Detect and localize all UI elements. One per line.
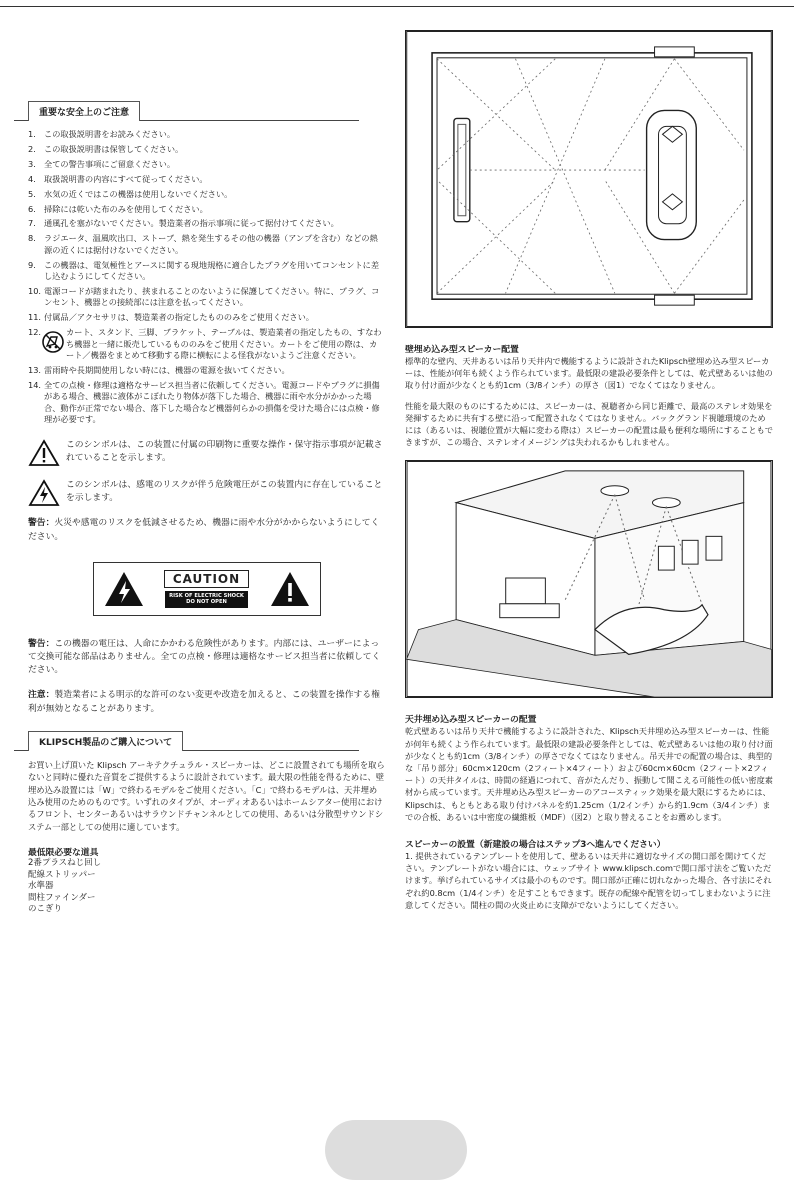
wall-text-2: 性能を最大限のものにするためには、スピーカーは、視聴者から同じ距離で、最高のステレオ効果を発揮するために共有する壁に沿って配置されなくてはなりません。バックグランド視聴環境のためには（あるいは、視聴位置が大幅に変わる際は）スピーカーの配置は最も便利な場所にすることもできますが、この場合、ステレオイメージングは失われるかもしれません。 xyxy=(405,400,773,448)
list-item: 13. 雷雨時や長期間使用しない時には、機器の電源を抜いてください。 xyxy=(28,364,290,375)
wall-text-1: 標準的な壁内、天井あるいは吊り天井内で機能するように設計されたKlipsch壁埋め込み型スピーカーは、性能が何年も続くよう作られています。最低限の建設必要条件としては、乾式壁あるいは他の取り付け面が少なくとも約1cm（3/8インチ）の厚さ（図1）でなくてはなりません。 xyxy=(405,356,773,391)
page-number-tab xyxy=(325,1120,467,1180)
ceiling-speaker-figure xyxy=(405,460,773,698)
list-item: 6. 掃除には乾いた布のみを使用してください。 xyxy=(28,203,208,214)
exclamation-symbol-text: このシンボルは、この装置に付属の印刷物に重要な操作・保守指示事項が記載されていることを示します。 xyxy=(66,440,383,464)
install-text: 1. 提供されているテンプレートを使用して、壁あるいは天井に適切なサイズの開口部を開けてください。テンプレートがない場合には、ウェッブサイト www.klipsch.comで開口部寸法をご覧いただけます。挙げられているサイズは最小のものです。開口部が正確に切れなかった場合、各寸法にそれぞれ約0.8cm（1/4インチ）を足すこともできます。既存の配線や配管を切ってしまわないように注意してください。間柱の間の火炎止めに支障がでないようにしてください。 xyxy=(405,851,772,910)
safety-list xyxy=(28,129,385,425)
list-item: 1. この取扱説明書をお読みください。 xyxy=(28,129,176,139)
list-item: 水準器 xyxy=(28,881,54,892)
exclamation-triangle-icon xyxy=(28,439,60,467)
tools-title: 最低限必要な道具 xyxy=(28,848,99,859)
list-item: 10. 電源コードが踏まれたり、挟まれることのないように保護してください。特に、プラグ、コンセント、機器との接続部には注意を払ってください。 xyxy=(28,285,380,308)
notice-modification: 注意：製造業者による明示的な許可のない変更や改造を加えると、この装置を操作する権利が無効となることがあります。 xyxy=(28,690,380,714)
lightning-symbol-row xyxy=(28,479,385,507)
list-item: 7. 通風孔を塞がないでください。製造業者の指示事項に従って据付けてください。 xyxy=(28,218,339,229)
list-item: のこぎり xyxy=(28,903,63,914)
warning-voltage: 警告：この機器の電圧は、人命にかかわる危険性があります。内部には、ユーザーによって交換可能な部品はありません。全ての点検・修理は適格なサービス担当者に依頼してください。 xyxy=(28,638,381,676)
caution-label xyxy=(93,562,321,616)
safety-title: 重要な安全上のご注意 xyxy=(28,101,140,121)
wall-speaker-figure xyxy=(405,30,773,328)
list-item: 5. 水気の近くではこの機器は使用しないでください。 xyxy=(28,188,233,199)
right-column xyxy=(405,30,773,911)
list-item: 14. 全ての点検・修理は適格なサービス担当者に依頼してください。電源コードやプラグに損傷がある場合、機器に液体がこぼれたり物体が落下した場合、機器に雨や水分がかかった場合、動作が正常でない場合、落下した場合など機器何らかの損傷を受けた場合には点検・修理が必要です。 xyxy=(28,379,380,425)
list-item: 9. この機器は、電気極性とアースに関する現地規格に適合したプラグを用いてコンセントに差し込むようにしてください。 xyxy=(28,259,380,282)
tools-list xyxy=(28,858,385,915)
top-rule xyxy=(0,6,794,7)
lightning-triangle-icon xyxy=(28,479,60,507)
wall-title: 壁埋め込み型スピーカー配置 xyxy=(405,345,519,355)
list-item: 8. ラジエータ、温風吹出口、ストーブ、熱を発生するその他の機器（アンプを含む）などの熱源の近くには据付けないでください。 xyxy=(28,233,378,255)
list-item: 配線ストリッパー xyxy=(28,869,96,880)
list-item: 4. 取扱説明書の内容にすべて従ってください。 xyxy=(28,173,208,184)
install-title: スピーカーの設置（新建設の場合はステップ3へ進んでください） xyxy=(405,840,666,851)
purchase-title: KLIPSCH製品のご購入について xyxy=(28,731,183,751)
lightning-symbol-text: このシンボルは、感電のリスクが伴う危険電圧がこの装置内に存在していることを示します。 xyxy=(66,480,383,504)
ceiling-text: 乾式壁あるいは吊り天井で機能するように設計された、Klipsch天井埋め込み型スピーカーは、性能が何年も続くよう作られています。最低限の建設必要条件としては、乾式壁あるいは他の取り付け面が少なくとも約1cm（3/8インチ）の厚さでなくてはなりません。吊天井での配置の場合は、典型的な「吊り部分」60cm×120cm（2フィート×4フィート）および60cm×60cm（2フィート×2フィート）の天井タイルは、時間の経過につれて、音がたんだり、振動して聞こえる可能性の低い密度素材から成っています。天井埋め込み型スピーカーのアコースティック効果を最大限にするためには、Klipschは、もともとある取り付けパネルを約1.25cm（1/2インチ）から約1.9cm（3/4インチ）までの合板、あるいは中密度の繊維板（MDF）（図2）と取り替えることをお薦めします。 xyxy=(405,726,773,822)
list-item: 12. カート、スタンド、三脚、ブラケット、テーブルは、製造業者の指定したもの、すなわち機器と一緒に販売しているもののみをご使用ください。カートをご使用の際は、カート／機器をまとめて移動する際に横転による怪我がないようご注意ください。 xyxy=(28,327,382,360)
list-item: 11. 付属品／アクセサリは、製造業者の指定したもののみをご使用ください。 xyxy=(28,312,314,323)
list-item: 間柱ファインダー xyxy=(28,892,96,903)
cart-warning-icon xyxy=(42,331,64,353)
list-item: 2. この取扱説明書は保管してください。 xyxy=(28,143,184,154)
list-item: 2番プラスねじ回し xyxy=(28,858,102,869)
exclamation-triangle-icon xyxy=(270,571,310,607)
caution-word: CAUTION xyxy=(164,570,249,588)
purchase-text: お買い上げ頂いた Klipsch アーキテクチュラル・スピーカーは、どこに設置されても場所を取らないと同時に優れた音質をご提供するように設計されています。最大限の性能を得るために、壁埋め込み設置には「W」で終わるモデルをご使用ください。「C」で終わるモデルは、天井埋め込み使用のためのものです。いずれのタイプが、オーディオあるいはホームシアター使用におけるフロント、センターあるいはサラウンドチャンネルとしての使用、あるいは分散型サウンドシステム一部としての使用に適しています。 xyxy=(28,759,385,832)
exclamation-symbol-row xyxy=(28,439,385,467)
list-item: 3. 全ての警告事項にご留意ください。 xyxy=(28,158,176,169)
lightning-triangle-icon xyxy=(104,571,144,607)
warning-rain: 警告：火災や感電のリスクを低減させるため、機器に雨や水分がかからないようにしてください。 xyxy=(28,518,380,542)
left-column xyxy=(28,100,385,915)
caution-subtext: RISK OF ELECTRIC SHOCK DO NOT OPEN xyxy=(165,591,248,608)
ceiling-title: 天井埋め込み型スピーカーの配置 xyxy=(405,715,537,726)
